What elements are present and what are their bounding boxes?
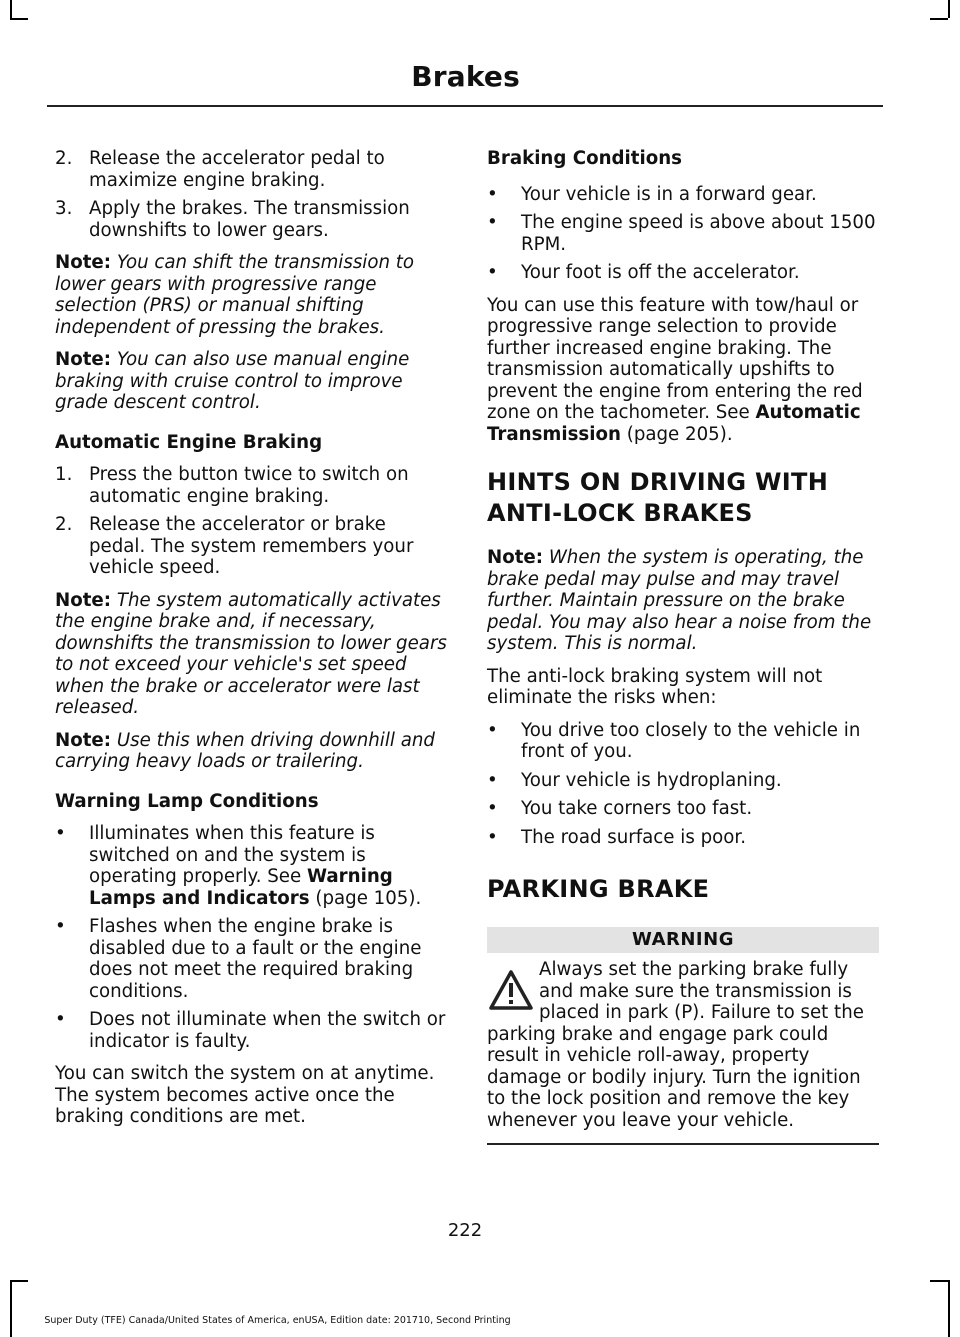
note [55, 590, 447, 719]
step-text: Press the button twice to switch on automatic engine braking. [89, 464, 409, 507]
bullet: • [55, 1009, 66, 1030]
step-text: Apply the brakes. The transmission downshifts to lower gears. [89, 198, 410, 241]
list-item [487, 827, 879, 849]
page-title: Brakes [411, 60, 520, 93]
step-text: Release the accelerator pedal to maximize engine braking. [89, 148, 385, 191]
step-number: 1. [55, 464, 73, 485]
list-item [55, 464, 447, 507]
braking-conditions-heading: Braking Conditions [487, 148, 682, 169]
parking-brake-heading: PARKING BRAKE [487, 875, 710, 903]
abs-section-heading: HINTS ON DRIVING WITH ANTI-LOCK BRAKES [487, 468, 829, 527]
note-label: Note: [487, 547, 544, 568]
crop-mark-top-right [930, 18, 948, 20]
list-item [55, 916, 447, 1002]
warning-triangle-icon [487, 967, 535, 1015]
bullet-text: Your vehicle is in a forward gear. [521, 183, 817, 205]
note [55, 252, 447, 338]
step-text: Release the accelerator or brake pedal. The system remembers your vehicle speed. [89, 514, 414, 578]
warning-bottom-rule [487, 1143, 879, 1145]
paragraph: The anti-lock braking system will not eliminate the risks when: [487, 665, 823, 708]
list-item [487, 798, 879, 820]
left-column [55, 148, 447, 1139]
paragraph: You can switch the system on at anytime. The system becomes active once the braking conditions are met. [55, 1063, 435, 1127]
warning-header: WARNING [487, 927, 879, 953]
bullet-text: Illuminates when this feature is switched on and the system is operating properly. See Warning Lamps and Indicators (page 105). [89, 823, 422, 909]
bullet-text: Does not illuminate when the switch or indicator is faulty. [89, 1009, 446, 1052]
crop-mark-bottom-left [10, 1280, 28, 1282]
bullet: • [55, 823, 66, 844]
note-label: Note: [55, 589, 112, 611]
bullet: • [55, 916, 66, 937]
step-number: 2. [55, 514, 73, 535]
bullet: • [487, 183, 498, 205]
crop-mark-bottom-left [10, 1280, 12, 1337]
list-item [55, 823, 447, 909]
warning-lamps-link[interactable]: Warning Lamps and Indicators [89, 866, 393, 909]
step-number: 2. [55, 148, 73, 169]
note [55, 730, 447, 773]
header-rule [47, 105, 883, 107]
list-item [55, 1009, 447, 1052]
crop-mark-bottom-right [930, 1280, 948, 1282]
list-item [487, 184, 879, 206]
note-text: You can also use manual engine braking with cruise control to improve grade descent control. [55, 349, 410, 413]
bullet-text: You take corners too fast. [521, 798, 753, 819]
list-item [487, 262, 879, 284]
warning-body [487, 953, 879, 1131]
automatic-engine-braking-heading: Automatic Engine Braking [55, 431, 323, 453]
bullet-text: Flashes when the engine brake is disabled due to a fault or the engine does not meet the required braking conditions. [89, 916, 422, 1002]
page-number: 222 [447, 1220, 483, 1241]
warning-lamp-conditions-heading: Warning Lamp Conditions [55, 790, 319, 812]
note [55, 349, 447, 414]
bullet: • [487, 212, 498, 233]
crop-mark-top-left [10, 0, 12, 18]
list-item [487, 212, 879, 255]
footer-edition: Super Duty (TFE) Canada/United States of America, enUSA, Edition date: 201710, Second Printing [44, 1315, 511, 1326]
crop-mark-top-right [948, 0, 950, 18]
bullet: • [487, 719, 498, 741]
note [487, 547, 879, 655]
bullet-text: The road surface is poor. [521, 826, 746, 848]
warning-box [487, 927, 879, 1145]
list-item [55, 514, 447, 579]
note-text: The system automatically activates the engine brake and, if necessary, downshifts the transmission to lower gears to not exceed your vehicle's set speed when the brake or accelerator were last released. [55, 589, 447, 718]
bullet-text: Your foot is off the accelerator. [521, 262, 800, 283]
crop-mark-bottom-right [948, 1280, 950, 1337]
automatic-transmission-link[interactable]: Automatic Transmission [487, 402, 861, 445]
bullet: • [487, 769, 498, 791]
note-label: Note: [55, 252, 112, 273]
note-text: When the system is operating, the brake pedal may pulse and may travel further. Maintain pressure on the brake pedal. You may also hear a noise from the system. This is normal. [487, 547, 872, 654]
paragraph: You can use this feature with tow/haul or progressive range selection to provide further increased engine braking. The transmission automatically upshifts to prevent the engine from entering the red zone on the tachometer. See Automatic Transmission (page 205). [487, 294, 863, 445]
step-number: 3. [55, 198, 73, 219]
note-label: Note: [55, 349, 112, 370]
list-item [487, 770, 879, 792]
bullet-text: The engine speed is above about 1500 RPM. [521, 212, 876, 255]
bullet-text: You drive too closely to the vehicle in front of you. [521, 719, 861, 762]
note-text: Use this when driving downhill and carrying heavy loads or trailering. [55, 729, 435, 772]
note-text: You can shift the transmission to lower gears with progressive range selection (PRS) or manual shifting independent of pressing the brakes. [55, 252, 415, 338]
crop-mark-top-left [10, 18, 28, 20]
bullet: • [487, 262, 498, 283]
list-item [55, 198, 447, 241]
list-item [55, 148, 447, 191]
warning-text: Always set the parking brake fully and make sure the transmission is placed in park (P). Failure to set the parking brake and engage park could result in vehicle roll-away, property damage or bodily injury. Turn the ignition to the lock position and remove the key whenever you leave your vehicle. [487, 959, 864, 1131]
note-label: Note: [55, 729, 112, 751]
bullet: • [487, 826, 498, 848]
list-item [487, 720, 879, 763]
right-column [487, 148, 879, 1145]
bullet: • [487, 798, 498, 819]
bullet-text: Your vehicle is hydroplaning. [521, 769, 782, 791]
